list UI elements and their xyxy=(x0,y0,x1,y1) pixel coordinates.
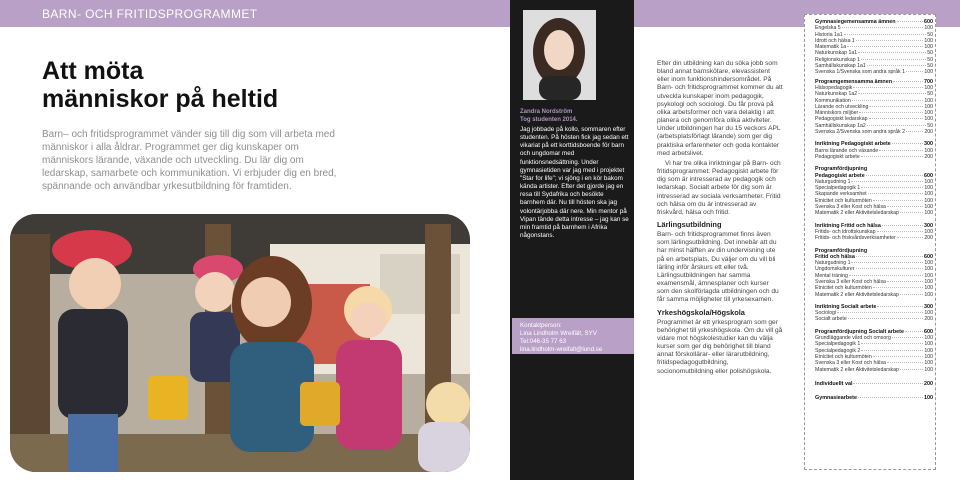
course-points: 100 xyxy=(924,147,933,154)
course-points: 100 xyxy=(924,353,933,360)
course-name: Ungdomskulturer xyxy=(815,266,855,273)
course-name: Sociologi xyxy=(815,310,837,317)
course-name: Specialpedagogik 1 xyxy=(815,185,861,192)
course-name: Fritids- och friskvårdsverksamheter xyxy=(815,235,896,242)
table-heading-row: Programgemensamma ämnen 700 xyxy=(815,78,933,85)
course-name: Hälsopedagogik xyxy=(815,84,853,91)
course-name: Naturgudning 1 xyxy=(815,260,851,267)
article-paragraph-4: Programmet är ett yrkesprogram som ger behörighet till yrkeshögskola. Om du vill gå vidare mot högskolestudier kan du välja kurser som ger dig behörighet till bland annat förskollärar- eller lärarutbildning, fritidspedagogutbildning, socionomutbildning eller polishögskola. xyxy=(657,318,783,375)
table-row xyxy=(815,316,933,322)
portrait-photo xyxy=(523,10,596,100)
table-heading-row: Inriktning Socialt arbete 300 xyxy=(815,303,933,310)
course-points: 100 xyxy=(924,210,933,217)
article-paragraph-1: Efter din utbildning kan du söka jobb som bland annat barnskötare, elevassistent eller inom funktionshindersområdet. På Barn- och fritidsprogrammet kommer du att utveckla kunskaper inom pedagogik, psykologi och sociologi. Du får prova på olika arbetsformer och vara delaktig i att planera och genomföra olika aktiviteter. Under utbildningen har du 15 veckors APL (arbetsplatsförlagt lärande) som ger dig praktiska erfarenheter och goda kontakter med arbetslivet. xyxy=(657,60,783,157)
course-points: 100 xyxy=(924,103,933,110)
course-name: Svenska 2/Svenska som andra språk 2 xyxy=(815,129,905,136)
table-row xyxy=(815,154,933,160)
table-subtitle: Programfördjupning xyxy=(815,166,868,173)
table-row xyxy=(815,367,933,373)
article-paragraph-2: Vi har tre olika inriktningar på Barn- och fritidsprogrammet: Pedagogiskt arbete för dig som är intresserad av pedagogik och ledarskap. Socialt arbete för dig som är intresserad av sociala verksamheter. Fritid och hälsa om du är intresserad av friskvård, hälsa och fritid. xyxy=(657,159,781,216)
table-row xyxy=(815,292,933,298)
course-name: Grundläggande vård och omsorg xyxy=(815,335,891,342)
course-points: 100 xyxy=(924,25,933,32)
course-name: Matematik 2 eller Aktivitetsledarskap xyxy=(815,291,899,298)
program-article xyxy=(657,60,783,378)
table-heading-row: Pedagogiskt arbete 600 xyxy=(815,172,933,179)
course-name: Etnicitet och kulturmöten xyxy=(815,353,872,360)
course-list-gym xyxy=(815,25,933,75)
profile-heading xyxy=(520,108,630,124)
course-points: 100 xyxy=(924,84,933,91)
course-list-fri-deep xyxy=(815,260,933,298)
course-name: Samhällskunskap 1a1 xyxy=(815,63,866,70)
course-list-soc xyxy=(815,310,933,323)
course-name: Mental träning xyxy=(815,272,848,279)
course-points: 200 xyxy=(924,153,933,160)
table-heading-row: Gymnasiegemensamma ämnen 600 xyxy=(815,19,933,25)
table-heading-row: Gymnasiearbete 100 xyxy=(815,395,933,402)
course-name: Specialpedagogik 2 xyxy=(815,347,861,354)
course-name: Matematik 2 eller Aktivitetsledarskap xyxy=(815,366,899,373)
table-heading-row: Inriktning Fritid och hälsa 300 xyxy=(815,222,933,229)
article-paragraph-3: Barn- och fritidsprogrammet finns även som lärlingsutbildning. Det innebär att du har minst hälften av din undervisning ute på en arbetsplats. Du väljer om du vill bli lärling inför årskurs ett eller två. Lärlingsutbildningen har samma examensmål, ämnesplaner och kurser som den skolförlagda utbildningen och du får samma möjligheter till yrkesexamen. xyxy=(657,231,779,304)
course-name: Skapande verksamhet xyxy=(815,191,867,198)
table-row xyxy=(815,129,933,135)
course-points: 100 xyxy=(924,204,933,211)
course-name: Naturkunskap 1a1 xyxy=(815,50,858,57)
course-name: Naturgudning 1 xyxy=(815,178,851,185)
table-heading-row: Inriktning Pedagogiskt arbete 300 xyxy=(815,141,933,148)
course-list-soc-deep xyxy=(815,335,933,373)
course-list-ped-deep xyxy=(815,179,933,217)
course-points: 200 xyxy=(924,316,933,323)
table-heading-row: Fritid och hälsa 600 xyxy=(815,253,933,260)
children-photo xyxy=(10,214,470,472)
portrait-illustration xyxy=(523,10,596,100)
course-name: Matematik 2 eller Aktivitetsledarskap xyxy=(815,210,899,217)
course-points: 50 xyxy=(927,50,933,57)
course-points: 100 xyxy=(924,97,933,104)
contact-name: Lina Lindholm Wreifält, SYV xyxy=(520,330,597,337)
course-name: Religionskunskap 1 xyxy=(815,56,860,63)
course-points: 50 xyxy=(927,63,933,70)
course-name: Etnicitet och kulturmöten xyxy=(815,285,872,292)
section-title: BARN- OCH FRITIDSPROGRAMMET xyxy=(42,7,258,21)
course-points: 100 xyxy=(924,341,933,348)
intro-paragraph: Barn– och fritidsprogrammet vänder sig till dig som vill arbeta med människor i alla åldrar. Programmet ger dig kunskaper om människors lärande, växande och utveckling. Du lär dig om ledarskap, samarbete och kommunikation. Vi erbjuder dig en bred, spännande och användbar yrkesutbildning för framtiden. xyxy=(42,129,337,192)
course-name: Svenska 3 eller Kost och hälsa xyxy=(815,278,886,285)
course-points: 100 xyxy=(924,44,933,51)
course-points: 100 xyxy=(924,197,933,204)
table-heading-row: Individuellt val 200 xyxy=(815,380,933,387)
course-points: 100 xyxy=(924,272,933,279)
page-title-line-2: människor på heltid xyxy=(42,85,279,113)
contact-phone: Tel:046-35 77 63 xyxy=(520,338,567,345)
table-row xyxy=(815,210,933,216)
course-name: Pedagogiskt ledarskap xyxy=(815,116,868,123)
article-heading-1: Lärlingsutbildning xyxy=(657,219,722,229)
table-row xyxy=(815,69,933,75)
course-list-ped xyxy=(815,148,933,161)
course-name: Pedagogiskt arbete xyxy=(815,153,860,160)
course-list-prog xyxy=(815,85,933,135)
page-title-line-1: Att möta xyxy=(42,57,144,85)
course-name: Specialpedagogik 1 xyxy=(815,341,861,348)
course-name: Lärande och utveckling xyxy=(815,103,869,110)
table-row xyxy=(815,235,933,241)
course-points: 100 xyxy=(924,185,933,192)
photo-illustration xyxy=(10,214,470,472)
course-points: 50 xyxy=(927,31,933,38)
course-name: Fritids- och idrottskunskap xyxy=(815,228,876,235)
course-points: 100 xyxy=(924,366,933,373)
course-list-fri xyxy=(815,229,933,242)
course-points: 100 xyxy=(924,69,933,76)
course-name: Svenska 3 eller Kost och hälsa xyxy=(815,204,886,211)
contact-label: Kontaktperson: xyxy=(520,322,562,329)
course-points: 100 xyxy=(924,278,933,285)
table-heading-row: Programfördjupning Socialt arbete 600 xyxy=(815,328,933,335)
course-points: 200 xyxy=(924,129,933,136)
course-points: 100 xyxy=(924,191,933,198)
course-points: 100 xyxy=(924,335,933,342)
course-name: Svenska 1/Svenska som andra språk 1 xyxy=(815,69,905,76)
course-points: 100 xyxy=(924,37,933,44)
course-points: 100 xyxy=(924,266,933,273)
page-title xyxy=(42,57,342,113)
course-points: 100 xyxy=(924,260,933,267)
course-points: 100 xyxy=(924,347,933,354)
course-name: Historia 1a1 xyxy=(815,31,843,38)
course-name: Barns lärande och växande xyxy=(815,147,879,154)
course-points: 50 xyxy=(927,56,933,63)
course-points: 50 xyxy=(927,91,933,98)
course-name: Kommunikation xyxy=(815,97,851,104)
course-name: Svenska 3 eller Kost och hälsa xyxy=(815,360,886,367)
course-name: Socialt arbete xyxy=(815,316,847,323)
course-points: 100 xyxy=(924,110,933,117)
course-name: Etnicitet och kulturmöten xyxy=(815,197,872,204)
course-points: 50 xyxy=(927,122,933,129)
profile-subtitle: Tog studenten 2014. xyxy=(520,117,578,123)
course-name: Matematik 1a xyxy=(815,44,847,51)
course-table xyxy=(804,14,936,470)
course-name: Engelska 5 xyxy=(815,25,841,32)
course-name: Idrott och hälsa 1 xyxy=(815,37,855,44)
course-name: Människors miljöer xyxy=(815,110,859,117)
course-points: 100 xyxy=(924,310,933,317)
course-points: 100 xyxy=(924,360,933,367)
contact-email[interactable]: lina.lindholm-wreifalt@lund.se xyxy=(520,346,603,353)
table-subtitle: Programfördjupning xyxy=(815,247,868,254)
article-heading-2: Yrkeshögskola/Högskola xyxy=(657,307,745,317)
course-points: 100 xyxy=(924,116,933,123)
course-name: Naturkunskap 1a2 xyxy=(815,91,858,98)
profile-quote: Jag jobbade på kollo, sommaren efter studenten. På hösten fick jag sedan ett vikariat på ett korttidsboende för barn och ungdomar med funktionsnedsättning. Under gymnasietiden var jag med i projektet "Star for life"; vi sjöng i en kör bakom kända artister. Efter det gjorde jag en resa till Sydafrika och besökte barnhem där. Nu till hösten ska jag volontärjobba där nere. Min mentor på Vipan tände detta intresse – jag kan se min framtid på barnhem i Afrika någonstans. xyxy=(520,126,629,240)
course-points: 100 xyxy=(924,178,933,185)
course-points: 100 xyxy=(924,285,933,292)
course-points: 200 xyxy=(924,235,933,242)
contact-info xyxy=(520,322,632,354)
course-points: 100 xyxy=(924,291,933,298)
course-points: 100 xyxy=(924,228,933,235)
profile-name: Zandra Nordström xyxy=(520,109,573,115)
course-name: Samhällskunskap 1a2 xyxy=(815,122,866,129)
